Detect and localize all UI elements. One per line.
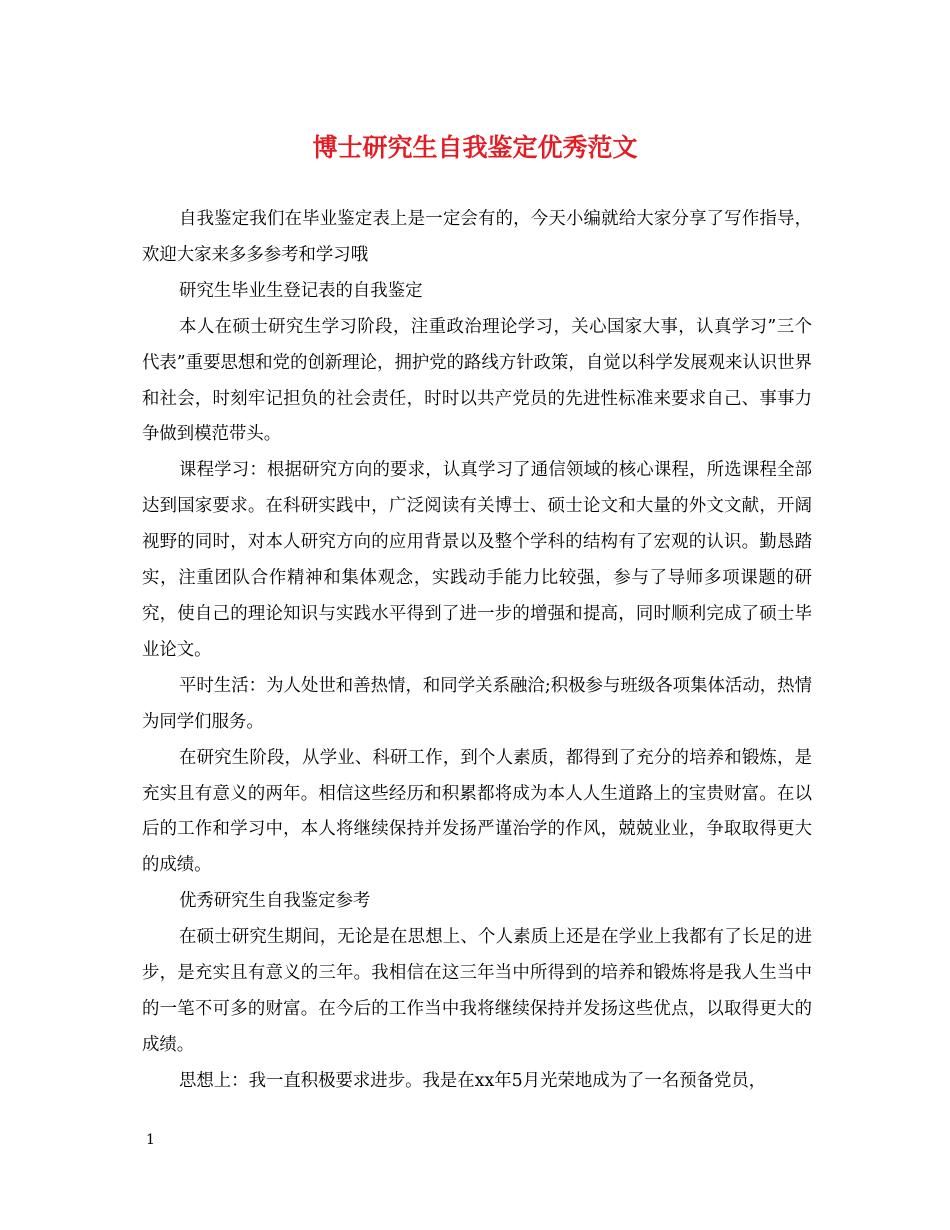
section-heading-registration: 研究生毕业生登记表的自我鉴定 (179, 280, 423, 301)
paragraph-course-study: 课程学习：根据研究方向的要求，认真学习了通信领域的核心课程，所选课程全部达到国家要求。在科研实践中，广泛阅读有关博士、硕士论文和大量的外文文献，开阔视野的同时，对本人研究方向的应用背景以及整个学科的结构有了宏观的认识。勤恳踏实，注重团队合作精神和集体观念，实践动手能力比较强，参与了导师多项课题的研究，使自己的理论知识与实践水平得到了进一步的增强和提高，同时顺利完成了硕士毕业论文。 (142, 460, 812, 660)
paragraph-intro: 自我鉴定我们在毕业鉴定表上是一定会有的，今天小编就给大家分享了写作指导，欢迎大家来多多参考和学习哦 (142, 209, 812, 265)
section-heading-reference: 优秀研究生自我鉴定参考 (179, 891, 371, 912)
page-title: 博士研究生自我鉴定优秀范文 (312, 133, 638, 162)
paragraph-political-study: 本人在硕士研究生学习阶段，注重政治理论学习，关心国家大事，认真学习”三个代表”重要思想和党的创新理论，拥护党的路线方针政策，自觉以科学发展观来认识世界和社会，时刻牢记担负的社会责任，时时以共产党员的先进性标准来要求自己、事事力争做到模范带头。 (142, 316, 812, 445)
paragraph-daily-life: 平时生活：为人处世和善热情，和同学关系融洽;积极参与班级各项集体活动，热情为同学们服务。 (142, 675, 812, 732)
paragraph-three-years: 在硕士研究生期间，无论是在思想上、个人素质上还是在学业上我都有了长足的进步，是充实且有意义的三年。我相信在这三年当中所得到的培养和锻炼将是我人生当中的一笔不可多的财富。在今后的工作当中我将继续保持并发扬这些优点，以取得更大的成绩。 (142, 927, 812, 1055)
paragraph-ideology: 思想上：我一直积极要求进步。我是在xx年5月光荣地成为了一名预备党员， (179, 1070, 767, 1091)
document-body (142, 202, 812, 1100)
paragraph-summary: 在研究生阶段，从学业、科研工作，到个人素质，都得到了充分的培养和锻炼，是充实且有意义的两年。相信这些经历和积累都将成为本人人生道路上的宝贵财富。在以后的工作和学习中，本人将继续保持并发扬严谨治学的作风，兢兢业业，争取取得更大的成绩。 (142, 747, 812, 876)
page-number: 1 (146, 1132, 155, 1148)
